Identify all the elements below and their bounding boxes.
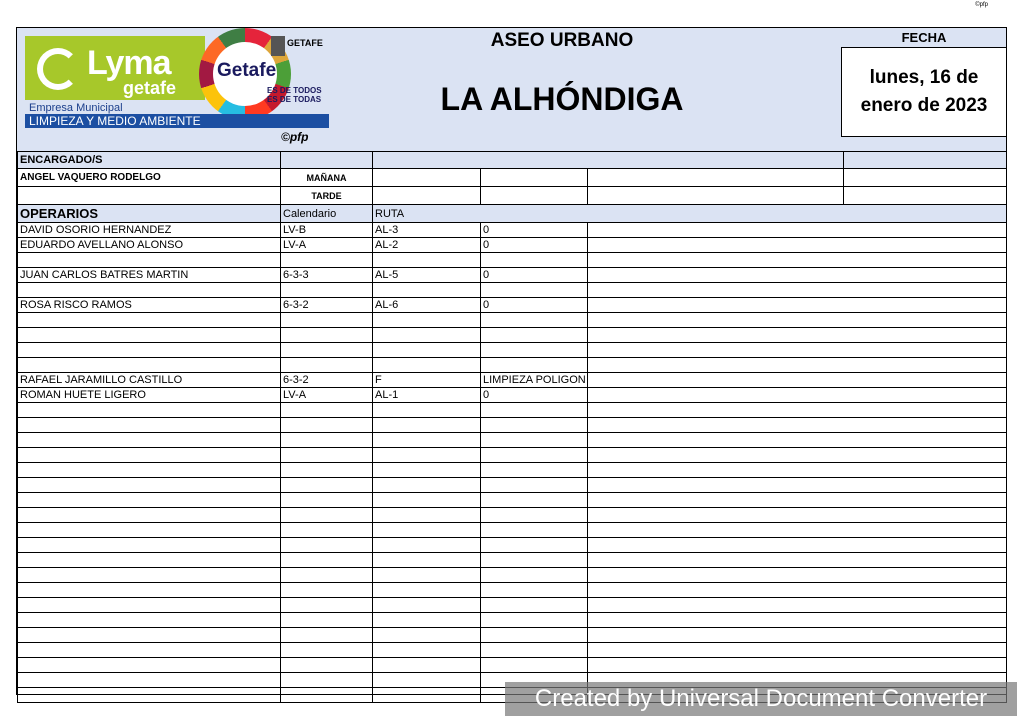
operator-extra: 0 [481,268,588,283]
operator-extra [481,508,588,523]
operator-route [373,613,481,628]
operator-row [18,598,1007,613]
corner-mark: ©pfp [975,2,988,8]
operator-name [18,343,281,358]
operator-calendar [281,583,373,598]
crest-label: GETAFE [287,38,323,48]
operator-route: AL-5 [373,268,481,283]
operator-name [18,328,281,343]
operator-name [18,253,281,268]
operator-calendar [281,253,373,268]
operator-name [18,448,281,463]
operator-name: ROSA RISCO RAMOS [18,298,281,313]
operator-name: JUAN CARLOS BATRES MARTIN [18,268,281,283]
operator-calendar [281,283,373,298]
wheel-text: Getafe [217,60,277,81]
operator-route [373,478,481,493]
operator-calendar [281,673,373,688]
operator-route [373,433,481,448]
operator-calendar: 6-3-2 [281,373,373,388]
operator-name [18,538,281,553]
operator-calendar [281,358,373,373]
operator-name [18,688,281,703]
operator-extra [481,418,588,433]
operator-row [18,583,1007,598]
operator-calendar: LV-B [281,223,373,238]
operator-name [18,463,281,478]
operator-route [373,448,481,463]
operator-calendar [281,658,373,673]
operator-calendar [281,418,373,433]
operator-extra [481,523,588,538]
empresa-label: Empresa Municipal [29,102,123,114]
operator-row [18,418,1007,433]
schedule-table [17,151,1007,703]
operator-calendar [281,313,373,328]
operator-route [373,508,481,523]
operator-route: AL-6 [373,298,481,313]
operator-extra [481,613,588,628]
operator-calendar [281,448,373,463]
operators-label: OPERARIOS [18,205,281,223]
operator-route [373,313,481,328]
operator-row [18,223,1007,238]
supervisors-label: ENCARGADO/S [18,152,281,169]
calendar-column-header: Calendario [281,205,373,223]
operator-extra [481,448,588,463]
sheet-header [17,28,1006,151]
operator-extra [481,283,588,298]
operator-route [373,343,481,358]
operator-extra [481,313,588,328]
operator-extra [481,328,588,343]
operator-calendar: 6-3-3 [281,268,373,283]
operator-calendar [281,328,373,343]
operator-calendar [281,568,373,583]
pfp-mark: ©pfp [281,130,309,144]
operator-name [18,493,281,508]
operator-route [373,583,481,598]
operator-extra [481,553,588,568]
operator-row [18,313,1007,328]
operator-name [18,553,281,568]
operator-row [18,643,1007,658]
operator-extra [481,478,588,493]
operator-route [373,328,481,343]
operator-route [373,283,481,298]
operator-extra: 0 [481,298,588,313]
operator-name: ROMAN HUETE LIGERO [18,388,281,403]
operator-calendar [281,493,373,508]
operator-row [18,268,1007,283]
logo-brand: Lyma [87,44,171,82]
supervisor-row-afternoon [18,187,1007,205]
operator-extra [481,583,588,598]
operator-row [18,478,1007,493]
operator-calendar [281,688,373,703]
operator-extra [481,538,588,553]
operator-extra [481,568,588,583]
operator-route [373,493,481,508]
operator-route [373,628,481,643]
operator-route [373,358,481,373]
operator-calendar [281,463,373,478]
supervisor-row-morning [18,169,1007,187]
operator-route [373,658,481,673]
operator-name [18,658,281,673]
operator-row [18,658,1007,673]
operator-row [18,508,1007,523]
operator-row [18,463,1007,478]
operator-name: DAVID OSORIO HERNANDEZ [18,223,281,238]
division-label: LIMPIEZA Y MEDIO AMBIENTE [25,114,329,128]
operator-row [18,358,1007,373]
operator-name [18,523,281,538]
operator-calendar [281,628,373,643]
operator-row [18,433,1007,448]
operator-extra: 0 [481,388,588,403]
operator-name [18,598,281,613]
operator-name [18,403,281,418]
operator-extra [481,628,588,643]
operator-name [18,613,281,628]
page-title: LA ALHÓNDIGA [440,81,684,117]
operator-calendar [281,538,373,553]
operator-extra [481,658,588,673]
operator-row [18,568,1007,583]
operator-row [18,298,1007,313]
operator-name: RAFAEL JARAMILLO CASTILLO [18,373,281,388]
operator-row [18,613,1007,628]
date-label: FECHA [901,30,947,45]
operator-extra [481,493,588,508]
operator-name [18,418,281,433]
operator-route [373,568,481,583]
operator-calendar [281,598,373,613]
motto: ES DE TODOS ES DE TODAS [267,86,322,104]
operators-header-row [18,205,1007,223]
operator-name [18,433,281,448]
operator-extra [481,253,588,268]
operator-name [18,628,281,643]
operator-row [18,403,1007,418]
company-logo [19,30,329,130]
operator-name [18,313,281,328]
logo-brand-sub: getafe [123,78,177,98]
operator-row [18,238,1007,253]
operator-route [373,673,481,688]
operator-row [18,493,1007,508]
crest-icon [271,36,285,56]
operator-row [18,373,1007,388]
operator-name [18,358,281,373]
operator-row [18,388,1007,403]
operator-route [373,538,481,553]
operator-row [18,553,1007,568]
operator-row [18,253,1007,268]
logo-green-panel [25,36,205,100]
shift-afternoon: TARDE [281,187,373,205]
operator-calendar [281,478,373,493]
operator-route [373,688,481,703]
operator-route [373,418,481,433]
operator-calendar [281,433,373,448]
operator-extra: LIMPIEZA POLIGON [481,373,588,388]
operator-calendar [281,523,373,538]
operator-route [373,403,481,418]
route-column-header: RUTA [373,205,1007,223]
operator-extra [481,358,588,373]
operator-route: F [373,373,481,388]
operator-extra [481,598,588,613]
operator-name [18,568,281,583]
operator-calendar [281,553,373,568]
operator-calendar: LV-A [281,388,373,403]
operator-name [18,508,281,523]
operator-extra [481,643,588,658]
operator-route [373,523,481,538]
operator-extra [481,403,588,418]
page-subtitle: ASEO URBANO [490,30,634,51]
operator-name [18,478,281,493]
watermark: Created by Universal Document Converter [505,682,1017,716]
operator-calendar [281,643,373,658]
operator-row [18,538,1007,553]
operator-route: AL-3 [373,223,481,238]
operator-route [373,553,481,568]
operator-route [373,463,481,478]
operator-calendar: LV-A [281,238,373,253]
operator-name [18,283,281,298]
swirl-icon [37,48,79,90]
operator-name [18,643,281,658]
operator-route [373,598,481,613]
operator-row [18,448,1007,463]
operator-name: EDUARDO AVELLANO ALONSO [18,238,281,253]
operator-row [18,328,1007,343]
supervisors-header-row [18,152,1007,169]
operator-name [18,583,281,598]
operator-row [18,628,1007,643]
operator-extra: 0 [481,238,588,253]
operator-extra [481,433,588,448]
operator-route [373,643,481,658]
operator-name [18,673,281,688]
shift-morning: MAÑANA [281,169,373,187]
operator-extra [481,463,588,478]
operator-extra [481,343,588,358]
operator-calendar [281,403,373,418]
operator-calendar [281,508,373,523]
operator-calendar [281,613,373,628]
operator-route: AL-2 [373,238,481,253]
operator-row [18,283,1007,298]
operator-row [18,343,1007,358]
schedule-sheet [16,27,1007,695]
operator-row [18,523,1007,538]
operator-calendar: 6-3-2 [281,298,373,313]
operator-route [373,253,481,268]
operator-calendar [281,343,373,358]
operator-route: AL-1 [373,388,481,403]
date-value: lunes, 16 de enero de 2023 [841,47,1007,137]
operator-extra: 0 [481,223,588,238]
supervisor-name: ANGEL VAQUERO RODELGO [18,169,281,187]
